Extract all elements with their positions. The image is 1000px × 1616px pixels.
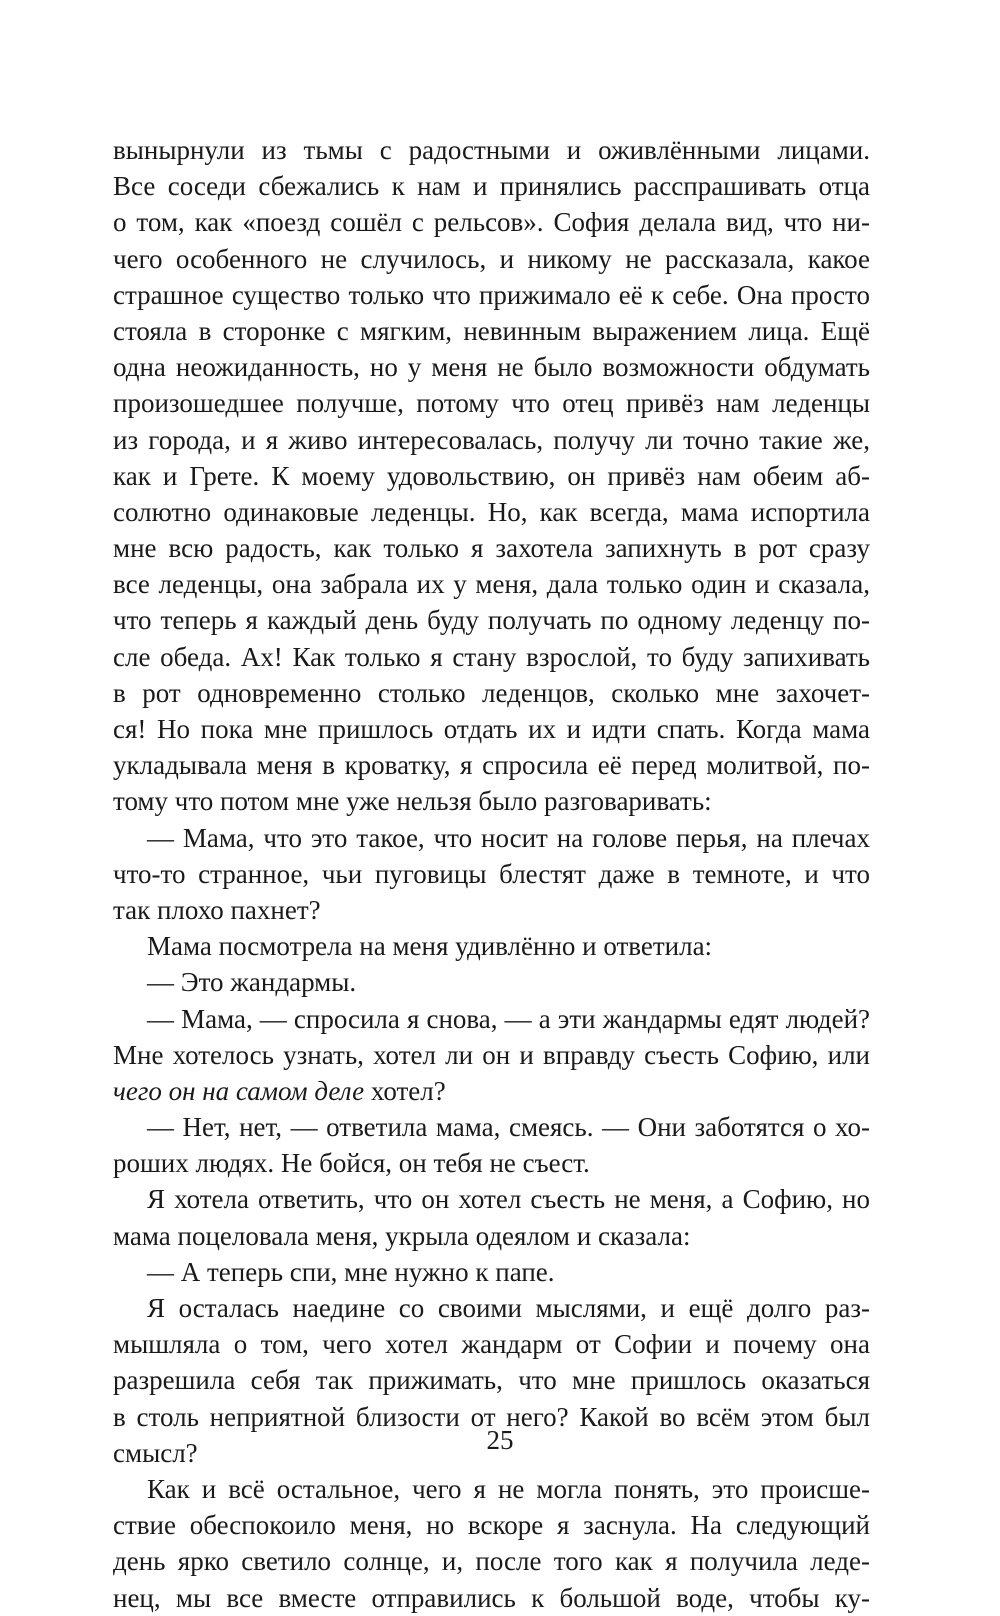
text-line: страшное существо только что прижимало её к себе. Она просто xyxy=(113,279,870,310)
text-line: Все соседи сбежались к нам и принялись расспрашивать отца xyxy=(113,171,870,202)
text-line: — А теперь спи, мне нужно к папе. xyxy=(147,1256,555,1287)
text-line: укладывала меня в кроватку, я спросила её перед молитвой, по- xyxy=(113,750,870,781)
text-line: — Мама, — спросила я снова, — а эти жандармы едят людей? xyxy=(147,1003,870,1034)
text-line: чего особенного не случилось, и никому не рассказала, какое xyxy=(113,243,870,274)
text-line: что теперь я каждый день буду получать по одному леденцу по- xyxy=(113,605,870,636)
text-line: мне всю радость, как только я захотела запихнуть в рот сразу xyxy=(113,533,870,564)
text-line: день ярко светило солнце, и, после того как я получила леде- xyxy=(113,1546,870,1577)
text-line: тому что потом мне уже нельзя было разговаривать: xyxy=(113,786,712,817)
text-line: — Нет, нет, — ответила мама, смеясь. — Они заботятся о хо- xyxy=(147,1112,870,1143)
text-line: роших людях. Не бойся, он тебя не съест. xyxy=(113,1148,590,1179)
text-line: в рот одновременно столько леденцов, сколько мне захочет- xyxy=(113,677,870,708)
text-line xyxy=(113,1073,870,1109)
text-line: Мама посмотрела на меня удивлённо и ответила: xyxy=(147,931,713,962)
text-line: из города, и я живо интересовалась, получу ли точно такие же, xyxy=(113,424,870,455)
text-line: о том, как «поезд сошёл с рельсов». София делала вид, что ни- xyxy=(113,207,870,238)
page-number: 25 xyxy=(486,1425,514,1455)
text-line: одна неожиданность, но у меня не было возможности обдумать xyxy=(113,352,870,383)
text-line: так плохо пахнет? xyxy=(113,894,321,925)
text-line: ствие обеспокоило меня, но вскоре я заснула. На следующий xyxy=(113,1510,870,1541)
text-line: все леденцы, она забрала их у меня, дала только один и сказала, xyxy=(113,569,870,600)
page-body-text xyxy=(113,132,870,1616)
text-line: солютно одинаковые леденцы. Но, как всегда, мама испортила xyxy=(113,496,870,527)
text-line: Мне хотелось узнать, хотел ли он и вправду съесть Софию, или xyxy=(113,1039,870,1070)
text-line: вынырнули из тьмы с радостными и оживлёнными лицами. xyxy=(113,135,870,165)
text-line: разрешила себя так прижимать, что мне пришлось оказаться xyxy=(113,1365,870,1396)
text-fragment: хотел? xyxy=(364,1075,446,1106)
text-line: мама поцеловала меня, укрыла одеялом и сказала: xyxy=(113,1220,691,1251)
text-line: Я хотела ответить, что он хотел съесть не меня, а Софию, но xyxy=(147,1184,870,1215)
text-line: мышляла о том, чего хотел жандарм от Софии и почему она xyxy=(113,1329,870,1360)
text-line: как и Грете. К моему удовольствию, он привёз нам обеим аб- xyxy=(113,460,870,491)
text-line: Я осталась наедине со своими мыслями, и ещё долго раз- xyxy=(147,1293,870,1323)
text-line: в столь неприятной близости от него? Какой во всём этом был xyxy=(113,1401,870,1432)
text-line: произошедшее получше, потому что отец привёз нам леденцы xyxy=(113,388,870,419)
text-line: сле обеда. Ах! Как только я стану взрослой, то буду запихивать xyxy=(113,641,870,672)
italic-text: чего он на самом деле xyxy=(113,1075,365,1106)
text-line: что-то странное, чьи пуговицы блестят даже в темноте, и что xyxy=(113,858,870,889)
text-line: смысл? xyxy=(113,1437,198,1468)
text-line: ся! Но пока мне пришлось отдать их и идти спать. Когда мама xyxy=(113,714,870,744)
text-line: нец, мы все вместе отправились к большой воде, чтобы ку- xyxy=(113,1582,870,1613)
text-line: Как и всё остальное, чего я не могла понять, это происше- xyxy=(147,1473,870,1504)
text-line: — Это жандармы. xyxy=(147,967,357,998)
text-line: — Мама, что это такое, что носит на голове перья, на плечах xyxy=(147,822,870,853)
text-line: стояла в сторонке с мягким, невинным выражением лица. Ещё xyxy=(113,315,870,346)
